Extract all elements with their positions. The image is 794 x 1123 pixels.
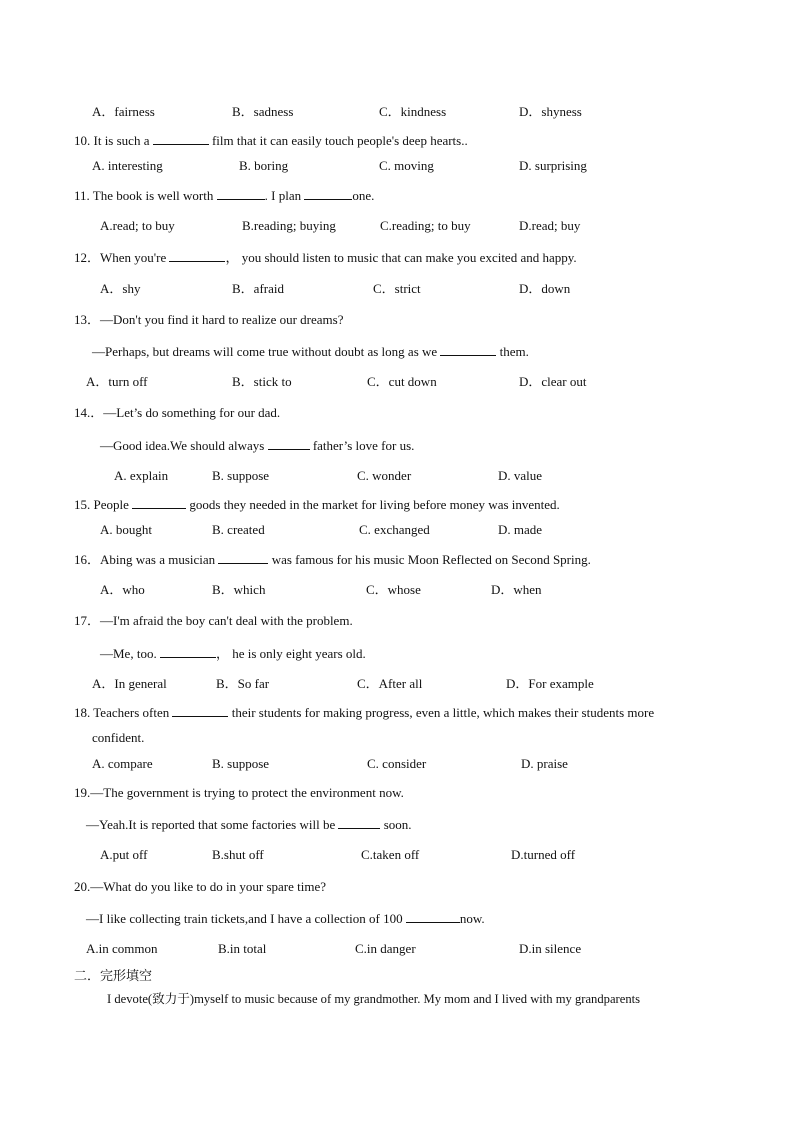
cloze-passage-first-line: I devote(致力于)myself to music because of my grandmother. My mom and I lived with my grandparents [107, 992, 641, 1006]
q18-blank [172, 704, 228, 717]
q10-blank [153, 132, 209, 145]
q9-option-d[interactable]: D．shyness [519, 104, 582, 119]
q13-blank [440, 343, 496, 356]
q12-option-a[interactable]: A．shy [100, 281, 141, 296]
q14-stem-line1: 14.．—Let’s do something for our dad. [74, 405, 281, 420]
q19-stem-line2: —Yeah.It is reported that some factories will be soon. [86, 817, 412, 832]
q14-option-c[interactable]: C. wonder [357, 468, 412, 483]
q10-option-d[interactable]: D. surprising [519, 158, 587, 173]
q20-stem-line2: —I like collecting train tickets,and I have a collection of 100 now. [86, 911, 485, 926]
q16-option-a[interactable]: A．who [100, 582, 145, 597]
q10-option-a[interactable]: A. interesting [92, 158, 163, 173]
q13-option-b[interactable]: B．stick to [232, 374, 292, 389]
q10-option-c[interactable]: C. moving [379, 158, 434, 173]
q20-stem-line1: 20.—What do you like to do in your spare time? [74, 879, 327, 894]
q19-option-d[interactable]: D.turned off [511, 847, 576, 862]
q9-option-c[interactable]: C．kindness [379, 104, 447, 119]
q11-option-a[interactable]: A.read; to buy [100, 218, 175, 233]
q17-stem-line1: 17．—I'm afraid the boy can't deal with the problem. [74, 613, 353, 628]
q9-option-b[interactable]: B．sadness [232, 104, 294, 119]
q12-blank [169, 249, 225, 262]
q9-option-a[interactable]: A．fairness [92, 104, 155, 119]
q16-blank [218, 551, 268, 564]
q12-stem: 12．When you're ， you should listen to music that can make you excited and happy. [74, 250, 577, 265]
q12-option-b[interactable]: B．afraid [232, 281, 284, 296]
q13-stem-line2: —Perhaps, but dreams will come true without doubt as long as we them. [92, 344, 529, 359]
q14-blank [268, 437, 310, 450]
q19-option-b[interactable]: B.shut off [212, 847, 264, 862]
q11-blank-2 [304, 187, 352, 200]
q11-blank-1 [217, 187, 265, 200]
q19-option-a[interactable]: A.put off [100, 847, 148, 862]
q14-option-b[interactable]: B. suppose [212, 468, 270, 483]
q17-option-a[interactable]: A．In general [92, 676, 167, 691]
q19-blank [338, 816, 380, 829]
q19-option-c[interactable]: C.taken off [361, 847, 420, 862]
q15-option-b[interactable]: B. created [212, 522, 265, 537]
q11-stem: 11. The book is well worth . I plan one. [74, 188, 375, 203]
q18-stem-line2: confident. [92, 730, 145, 745]
q15-blank [132, 496, 186, 509]
q20-option-b[interactable]: B.in total [218, 941, 267, 956]
q14-option-d[interactable]: D. value [498, 468, 543, 483]
q15-option-c[interactable]: C. exchanged [359, 522, 430, 537]
q17-stem-line2: —Me, too. ， he is only eight years old. [100, 646, 366, 661]
q12-option-c[interactable]: C．strict [373, 281, 421, 296]
q18-option-a[interactable]: A. compare [92, 756, 153, 771]
q14-option-a[interactable]: A. explain [114, 468, 169, 483]
q15-stem: 15. People goods they needed in the market for living before money was invented. [74, 497, 560, 512]
q17-blank [160, 645, 216, 658]
q12-option-d[interactable]: D．down [519, 281, 571, 296]
q17-option-b[interactable]: B．So far [216, 676, 270, 691]
q13-stem-line1: 13．—Don't you find it hard to realize our dreams? [74, 312, 344, 327]
q18-stem-line1: 18. Teachers often their students for making progress, even a little, which makes their students more [74, 705, 655, 720]
q18-option-c[interactable]: C. consider [367, 756, 427, 771]
q20-blank [406, 910, 460, 923]
q13-option-a[interactable]: A．turn off [86, 374, 148, 389]
q15-option-a[interactable]: A. bought [100, 522, 152, 537]
q11-option-c[interactable]: C.reading; to buy [380, 218, 471, 233]
q17-option-d[interactable]: D．For example [506, 676, 594, 691]
q20-option-d[interactable]: D.in silence [519, 941, 582, 956]
q16-option-b[interactable]: B．which [212, 582, 266, 597]
q16-option-d[interactable]: D．when [491, 582, 542, 597]
q10-option-b[interactable]: B. boring [239, 158, 289, 173]
q13-option-d[interactable]: D．clear out [519, 374, 587, 389]
q18-option-b[interactable]: B. suppose [212, 756, 270, 771]
q16-option-c[interactable]: C．whose [366, 582, 421, 597]
q10-stem: 10. It is such a film that it can easily touch people's deep hearts.. [74, 133, 468, 148]
q11-option-d[interactable]: D.read; buy [519, 218, 581, 233]
q15-option-d[interactable]: D. made [498, 522, 543, 537]
q19-stem-line1: 19.—The government is trying to protect the environment now. [74, 785, 404, 800]
q11-option-b[interactable]: B.reading; buying [242, 218, 336, 233]
q16-stem: 16．Abing was a musician was famous for his music Moon Reflected on Second Spring. [74, 552, 591, 567]
q18-option-d[interactable]: D. praise [521, 756, 568, 771]
q20-option-a[interactable]: A.in common [86, 941, 158, 956]
q17-option-c[interactable]: C．After all [357, 676, 423, 691]
q14-stem-line2: —Good idea.We should always father’s love for us. [100, 438, 415, 453]
section-heading-cloze: 二．完形填空 [74, 969, 153, 984]
q13-option-c[interactable]: C．cut down [367, 374, 437, 389]
q20-option-c[interactable]: C.in danger [355, 941, 416, 956]
